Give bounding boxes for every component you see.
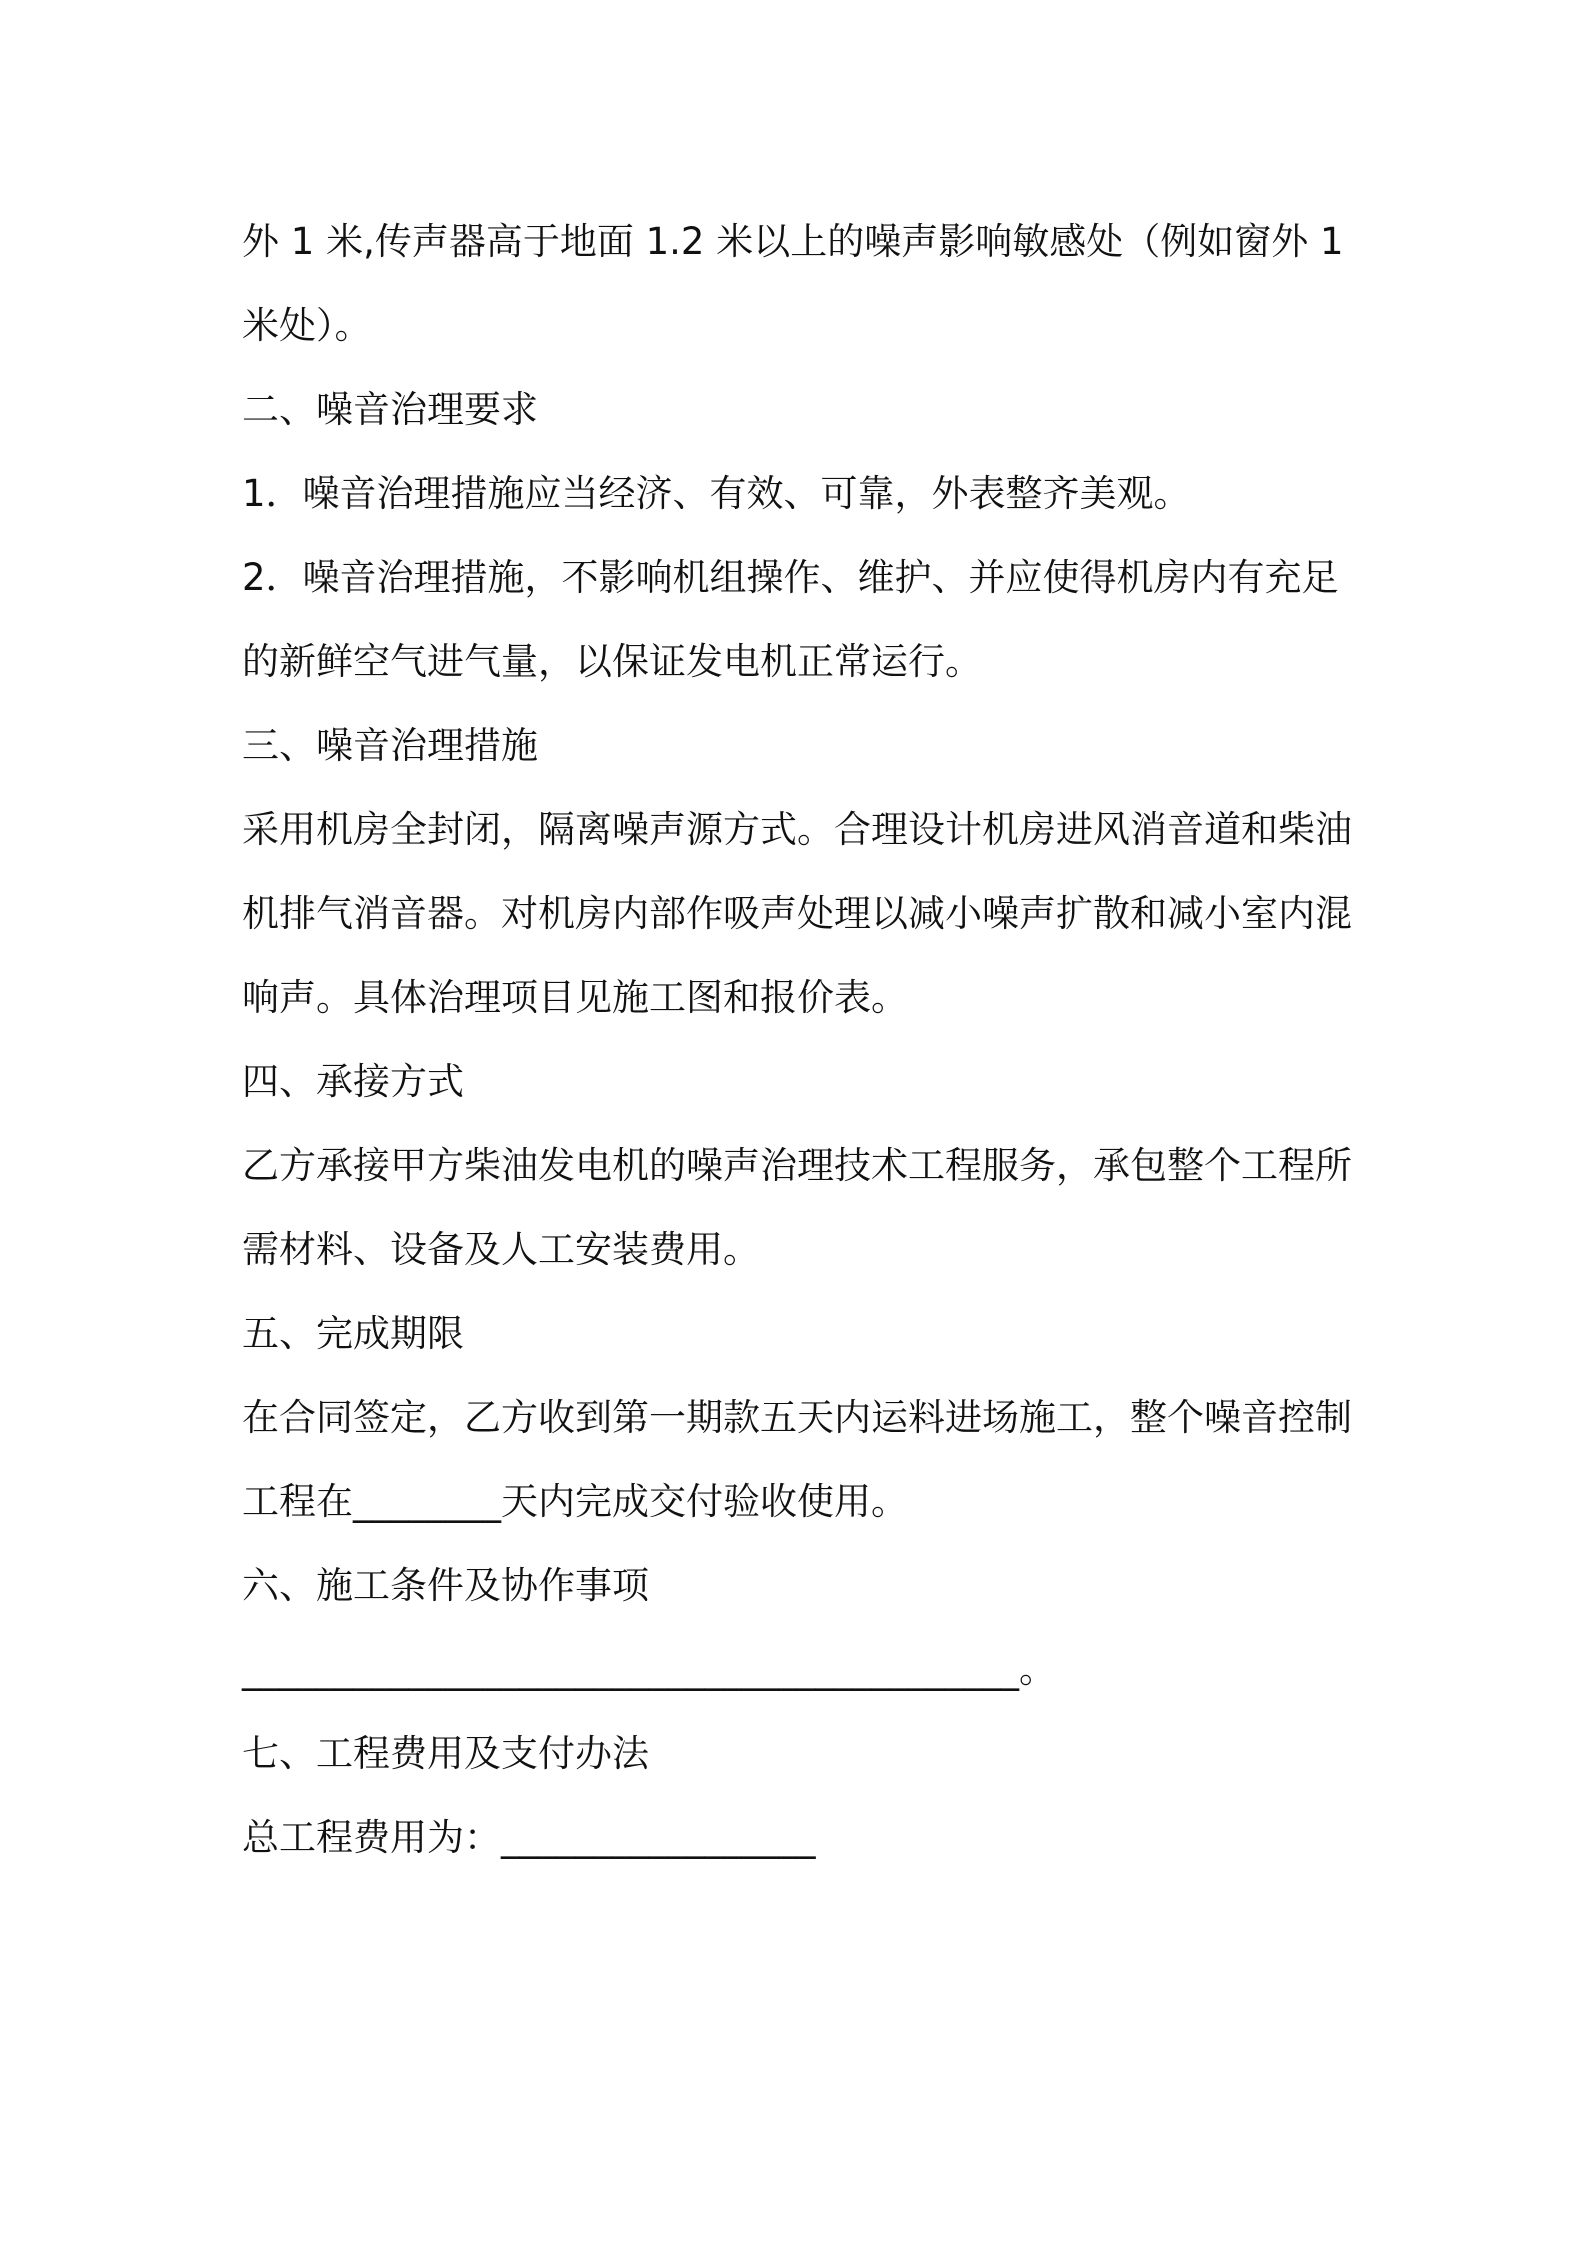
paragraph-line: 需材料、设备及人工安装费用。 [242, 1228, 760, 1271]
paragraph-line: 米处）。 [242, 304, 372, 347]
paragraph-line: 的新鲜空气进气量，以保证发电机正常运行。 [242, 640, 982, 683]
paragraph-line: 采用机房全封闭，隔离噪声源方式。合理设计机房进风消音道和柴油 [242, 808, 1352, 851]
blank-fill-line: __________________________________________。 [242, 1648, 1056, 1691]
section-heading: 三、噪音治理措施 [242, 724, 538, 767]
total-cost-line: 总工程费用为：_________________ [242, 1816, 816, 1859]
document-body [242, 200, 1362, 1880]
section-heading: 六、施工条件及协作事项 [242, 1564, 649, 1607]
paragraph-line: 响声。具体治理项目见施工图和报价表。 [242, 976, 908, 1019]
paragraph-line: 1．噪音治理措施应当经济、有效、可靠，外表整齐美观。 [242, 472, 1191, 515]
section-heading: 五、完成期限 [242, 1312, 464, 1355]
section-heading: 四、承接方式 [242, 1060, 464, 1103]
paragraph-line: 2．噪音治理措施，不影响机组操作、维护、并应使得机房内有充足 [242, 556, 1339, 599]
paragraph-line: 在合同签定，乙方收到第一期款五天内运料进场施工，整个噪音控制 [242, 1396, 1352, 1439]
paragraph-line: 工程在________天内完成交付验收使用。 [242, 1480, 908, 1523]
paragraph-line: 乙方承接甲方柴油发电机的噪声治理技术工程服务，承包整个工程所 [242, 1144, 1352, 1187]
section-heading: 二、噪音治理要求 [242, 388, 538, 431]
paragraph-line: 机排气消音器。对机房内部作吸声处理以减小噪声扩散和减小室内混 [242, 892, 1352, 935]
paragraph-line: 外 1 米,传声器高于地面 1.2 米以上的噪声影响敏感处（例如窗外 1 [242, 220, 1344, 263]
section-heading: 七、工程费用及支付办法 [242, 1732, 649, 1775]
